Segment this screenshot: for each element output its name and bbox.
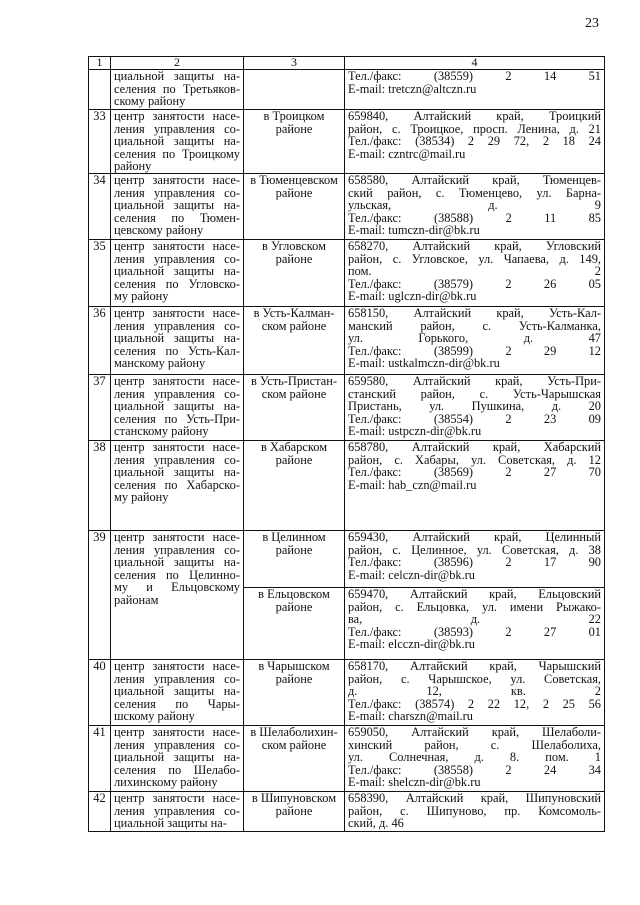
org-name-line: лихинскому району: [114, 775, 218, 789]
org-name-line: селения по Целинно-: [114, 567, 240, 582]
org-name-line: му району: [114, 289, 169, 303]
org-name-line: ления управления со-: [114, 386, 240, 401]
contacts: [345, 726, 605, 792]
contacts-line: 658150, Алтайский край, Усть-Кал-: [348, 306, 601, 320]
table-row: [89, 531, 605, 588]
contacts: [345, 588, 605, 660]
org-name-line: селения по Тюмен-: [114, 210, 240, 225]
table-row: [89, 792, 605, 832]
contacts-line: ульская, д. 9: [348, 198, 601, 212]
table-row: [89, 70, 605, 110]
page-number: 23: [585, 16, 599, 31]
contacts-line: манский район, с. Усть-Калманка,: [348, 318, 601, 333]
district-line: районе: [275, 251, 313, 266]
table-row: [89, 174, 605, 240]
table-row: [89, 375, 605, 441]
contacts-line: Тел./факс: (38596) 2 17 90: [348, 555, 601, 569]
org-name: [111, 174, 244, 240]
district: [244, 70, 345, 110]
contacts-line: 659840, Алтайский край, Троицкий: [348, 109, 601, 123]
contacts-line: д. 12, кв. 2: [348, 684, 601, 698]
district: [244, 174, 345, 240]
header-col-4: 4: [345, 57, 605, 70]
contacts-line: E-mail: czntrc@mail.ru: [348, 146, 466, 161]
table-header-row: [89, 57, 605, 70]
org-name-line: циальной защиты на-: [114, 134, 240, 148]
org-name-line: селения по Чары-: [114, 696, 240, 711]
district-line: ском районе: [261, 737, 327, 752]
table-row: [89, 240, 605, 307]
contacts-line: 658270, Алтайский край, Угловский: [348, 239, 601, 253]
table-row: [89, 441, 605, 531]
institutions-table: [88, 56, 605, 832]
org-name-line: скому району: [114, 94, 186, 108]
org-name-line: центр занятости насе-: [114, 109, 240, 123]
org-name-line: циальной защиты на-: [114, 555, 240, 569]
org-name: [111, 726, 244, 792]
contacts-line: E-mail: tumczn-dir@bk.ru: [348, 223, 480, 237]
district-line: в Хабарском: [260, 440, 328, 454]
contacts-line: E-mail: charszn@mail.ru: [348, 709, 473, 723]
org-name-line: циальной защиты на-: [114, 264, 240, 278]
org-name: [111, 441, 244, 531]
contacts-line: Тел./факс: (38574) 2 22 12, 2 25 56: [348, 696, 601, 711]
district-line: районе: [275, 599, 313, 614]
row-number: 42: [89, 792, 111, 832]
row-number: 36: [89, 307, 111, 375]
org-name: [111, 110, 244, 174]
table-row: [89, 726, 605, 792]
contacts-line: 658170, Алтайский край, Чарышский: [348, 659, 601, 673]
org-name-line: центр занятости насе-: [114, 659, 240, 673]
contacts: [345, 531, 605, 588]
contacts-line: E-mail: celczn-dir@bk.ru: [348, 567, 476, 582]
district-line: ском районе: [261, 318, 327, 333]
contacts-line: 659470, Алтайский край, Ельцовский: [348, 587, 601, 601]
contacts: [345, 375, 605, 441]
contacts-line: Тел./факс: (38534) 2 29 72, 2 18 24: [348, 134, 601, 148]
district-line: в Целинном: [262, 530, 326, 544]
org-name: [111, 660, 244, 726]
org-name-line: циальной защиты на-: [114, 69, 240, 83]
contacts: [345, 174, 605, 240]
contacts: [345, 307, 605, 375]
header-col-2: 2: [111, 57, 244, 70]
row-number: 37: [89, 375, 111, 441]
org-name-line: селения по Усть-Кал-: [114, 343, 240, 358]
contacts-line: район, с. Чарышское, ул. Советская,: [348, 671, 601, 686]
org-name-line: ления управления со-: [114, 318, 240, 333]
org-name: [111, 531, 244, 660]
org-name-line: ления управления со-: [114, 542, 240, 557]
org-name-line: центр занятости насе-: [114, 306, 240, 320]
contacts-line: Тел./факс: (38593) 2 27 01: [348, 624, 601, 639]
contacts: [345, 240, 605, 307]
row-number: 40: [89, 660, 111, 726]
contacts-line: ул. Горького, д. 47: [348, 331, 601, 345]
district-line: районе: [275, 671, 313, 686]
org-name-line: селения по Шелабо-: [114, 762, 240, 777]
contacts-line: район, с. Ельцовка, ул. имени Рыжако-: [348, 599, 601, 614]
contacts-line: E-mail: shelczn-dir@bk.ru: [348, 775, 481, 789]
contacts-line: 659580, Алтайский край, Усть-При-: [348, 374, 601, 388]
contacts-line: ул. Солнечная, д. 8. пом. 1: [348, 750, 601, 764]
district-line: в Усть-Пристан-: [250, 374, 338, 388]
header-col-1: 1: [89, 57, 111, 70]
row-number: 33: [89, 110, 111, 174]
contacts-line: E-mail: tretczn@altczn.ru: [348, 81, 477, 96]
org-name-line: селения по Угловско-: [114, 276, 240, 291]
row-number: 41: [89, 726, 111, 792]
district: [244, 792, 345, 832]
row-number: 35: [89, 240, 111, 307]
district-line: в Угловском: [262, 239, 326, 253]
org-name-line: манскому району: [114, 356, 206, 370]
contacts-line: E-mail: ustpczn-dir@bk.ru: [348, 424, 482, 438]
district-line: в Шипуновском: [251, 791, 337, 805]
district-line: в Шелаболихин-: [250, 725, 338, 739]
contacts-line: Тел./факс: (38569) 2 27 70: [348, 465, 601, 479]
district: [244, 240, 345, 307]
contacts-line: 658390, Алтайский край, Шипуновский: [348, 791, 601, 805]
header-col-3: 3: [244, 57, 345, 70]
district-line: в Усть-Калман-: [253, 306, 335, 320]
district-line: районе: [275, 452, 313, 467]
district: [244, 375, 345, 441]
contacts-line: 658580, Алтайский край, Тюменцев-: [348, 173, 601, 187]
contacts-line: ский район, с. Тюменцево, ул. Барна-: [348, 185, 601, 200]
org-name: [111, 70, 244, 110]
org-name-line: селения по Третьяков-: [114, 81, 240, 96]
org-name-line: районам: [114, 592, 159, 607]
contacts-line: E-mail: ustkalmczn-dir@bk.ru: [348, 356, 500, 370]
district-line: в Тюменцевском: [250, 173, 338, 187]
contacts-line: пом. 2: [348, 264, 601, 278]
org-name: [111, 792, 244, 832]
contacts-line: E-mail: elcczn-dir@bk.ru: [348, 637, 476, 651]
contacts-line: E-mail: hab_czn@mail.ru: [348, 477, 477, 492]
org-name-line: ления управления со-: [114, 737, 240, 752]
contacts-line: район, с. Целинное, ул. Советская, д. 38: [348, 542, 601, 557]
org-name-line: ления управления со-: [114, 185, 240, 200]
contacts-line: ва, д. 22: [348, 612, 601, 626]
org-name-line: шскому району: [114, 709, 195, 723]
org-name-line: центр занятости насе-: [114, 173, 240, 187]
table-row: [89, 110, 605, 174]
row-number: [89, 70, 111, 110]
district: [244, 726, 345, 792]
org-name-line: центр занятости насе-: [114, 440, 240, 454]
district: [244, 441, 345, 531]
district-line: районе: [275, 542, 313, 557]
org-name-line: станскому району: [114, 424, 209, 438]
district: [244, 307, 345, 375]
org-name-line: селения по Хабарско-: [114, 477, 240, 492]
org-name: [111, 375, 244, 441]
contacts-line: 659050, Алтайский край, Шелаболи-: [348, 725, 601, 739]
district: [244, 588, 345, 660]
table-row: [89, 307, 605, 375]
org-name-line: му району: [114, 490, 169, 504]
org-name: [111, 307, 244, 375]
contacts: [345, 792, 605, 832]
contacts-line: Тел./факс: (38558) 2 24 34: [348, 762, 601, 777]
district-line: в Ельцовском: [258, 587, 330, 601]
org-name-line: ления управления со-: [114, 452, 240, 467]
district: [244, 660, 345, 726]
row-number: 39: [89, 531, 111, 660]
org-name: [111, 240, 244, 307]
org-name-line: циальной защиты на-: [114, 399, 240, 413]
district-line: в Чарышском: [258, 659, 330, 673]
org-name-line: ления управления со-: [114, 121, 240, 136]
org-name-line: ления управления со-: [114, 251, 240, 266]
district-line: районе: [275, 121, 313, 136]
contacts-line: район, с. Хабары, ул. Советская, д. 12: [348, 452, 601, 467]
contacts-line: 658780, Алтайский край, Хабарский: [348, 440, 601, 454]
org-name-line: селения по Троицкому: [114, 146, 240, 161]
org-name-line: циальной защиты на-: [114, 816, 227, 830]
contacts-line: E-mail: uglczn-dir@bk.ru: [348, 289, 477, 303]
org-name-line: ления управления со-: [114, 671, 240, 686]
contacts-line: Тел./факс: (38588) 2 11 85: [348, 210, 601, 225]
org-name-line: циальной защиты на-: [114, 198, 240, 212]
org-name-line: цевскому району: [114, 223, 204, 237]
org-name-line: центр занятости насе-: [114, 374, 240, 388]
contacts: [345, 441, 605, 531]
contacts-line: 659430, Алтайский край, Целинный: [348, 530, 601, 544]
org-name-line: селения по Усть-При-: [114, 411, 240, 426]
contacts-line: Тел./факс: (38554) 2 23 09: [348, 411, 601, 426]
contacts-line: район, с. Шипуново, пр. Комсомоль-: [348, 803, 601, 818]
contacts-line: хинский район, с. Шелаболиха,: [348, 737, 601, 752]
district-line: районе: [275, 803, 313, 818]
contacts: [345, 70, 605, 110]
org-name-line: центр занятости насе-: [114, 530, 240, 544]
org-name-line: циальной защиты на-: [114, 684, 240, 698]
contacts-line: ский, д. 46: [348, 816, 404, 830]
district-line: в Троицком: [263, 109, 325, 123]
org-name-line: центр занятости насе-: [114, 791, 240, 805]
district-line: районе: [275, 185, 313, 200]
org-name-line: му и Ельцовскому: [114, 580, 240, 594]
row-number: 38: [89, 441, 111, 531]
org-name-line: центр занятости насе-: [114, 239, 240, 253]
district-line: ском районе: [261, 386, 327, 401]
org-name-line: циальной защиты на-: [114, 465, 240, 479]
district: [244, 110, 345, 174]
contacts: [345, 660, 605, 726]
org-name-line: району: [114, 159, 152, 173]
org-name-line: ления управления со-: [114, 803, 240, 818]
contacts-line: Тел./факс: (38579) 2 26 05: [348, 276, 601, 291]
contacts-line: станский район, с. Усть-Чарышская: [348, 386, 601, 401]
contacts: [345, 110, 605, 174]
district: [244, 531, 345, 588]
row-number: 34: [89, 174, 111, 240]
contacts-line: район, с. Угловское, ул. Чапаева, д. 149,: [348, 251, 601, 266]
contacts-line: район, с. Троицкое, просп. Ленина, д. 21: [348, 121, 601, 136]
org-name-line: циальной защиты на-: [114, 331, 240, 345]
contacts-line: Тел./факс: (38559) 2 14 51: [348, 69, 601, 83]
table-row: [89, 660, 605, 726]
org-name-line: центр занятости насе-: [114, 725, 240, 739]
contacts-line: Тел./факс: (38599) 2 29 12: [348, 343, 601, 358]
org-name-line: циальной защиты на-: [114, 750, 240, 764]
contacts-line: Пристань, ул. Пушкина, д. 20: [348, 399, 601, 413]
